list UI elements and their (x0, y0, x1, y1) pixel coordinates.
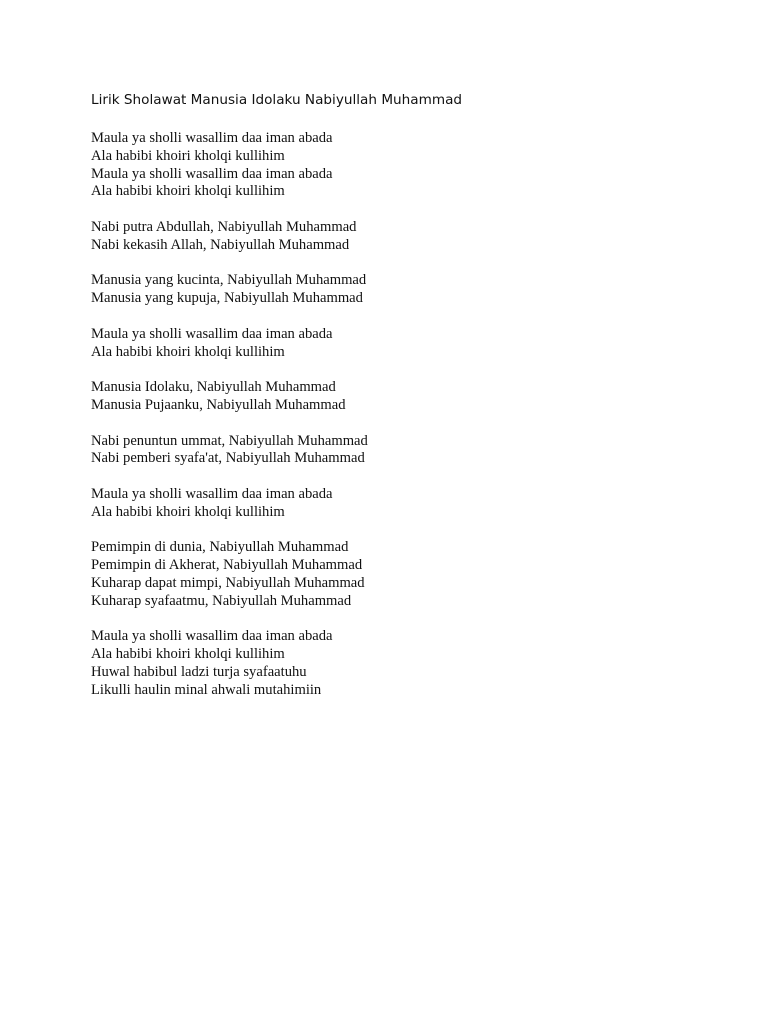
lyric-line: Nabi penuntun ummat, Nabiyullah Muhammad (91, 432, 368, 449)
lyric-line: Maula ya sholli wasallim daa iman abada (91, 628, 333, 645)
lyric-line: Ala habibi khoiri kholqi kullihim (91, 147, 285, 164)
lyric-line: Ala habibi khoiri kholqi kullihim (91, 503, 285, 520)
lyric-stanza (91, 628, 368, 699)
lyric-line: Pemimpin di Akherat, Nabiyullah Muhammad (91, 557, 363, 574)
lyric-line: Nabi putra Abdullah, Nabiyullah Muhammad (91, 218, 357, 235)
lyric-line: Nabi kekasih Allah, Nabiyullah Muhammad (91, 236, 350, 253)
lyric-line: Maula ya sholli wasallim daa iman abada (91, 325, 333, 342)
document-title: Lirik Sholawat Manusia Idolaku Nabiyullah Muhammad (91, 92, 463, 108)
lyric-line: Likulli haulin minal ahwali mutahimiin (91, 681, 322, 698)
lyric-line: Maula ya sholli wasallim daa iman abada (91, 165, 333, 182)
lyric-stanza (91, 539, 368, 610)
lyric-line: Maula ya sholli wasallim daa iman abada (91, 130, 333, 146)
lyric-stanza (91, 486, 368, 522)
lyrics-body (91, 130, 368, 717)
lyric-line: Ala habibi khoiri kholqi kullihim (91, 343, 285, 360)
lyric-line: Nabi pemberi syafa'at, Nabiyullah Muhammad (91, 450, 365, 467)
lyric-line: Manusia Idolaku, Nabiyullah Muhammad (91, 379, 336, 396)
lyric-stanza (91, 130, 368, 201)
lyric-line: Manusia yang kupuja, Nabiyullah Muhammad (91, 290, 363, 307)
lyric-line: Manusia Pujaanku, Nabiyullah Muhammad (91, 396, 346, 413)
lyric-line: Ala habibi khoiri kholqi kullihim (91, 183, 285, 200)
lyric-line: Kuharap dapat mimpi, Nabiyullah Muhammad (91, 574, 365, 591)
lyric-line: Manusia yang kucinta, Nabiyullah Muhammad (91, 272, 367, 289)
lyric-line: Kuharap syafaatmu, Nabiyullah Muhammad (91, 592, 352, 609)
lyric-stanza (91, 379, 368, 415)
lyric-line: Pemimpin di dunia, Nabiyullah Muhammad (91, 539, 349, 556)
lyric-line: Ala habibi khoiri kholqi kullihim (91, 646, 285, 663)
lyric-line: Huwal habibul ladzi turja syafaatuhu (91, 663, 307, 680)
lyric-line: Maula ya sholli wasallim daa iman abada (91, 485, 333, 502)
lyric-stanza (91, 272, 368, 308)
lyric-stanza (91, 219, 368, 255)
lyric-stanza (91, 433, 368, 469)
lyric-stanza (91, 326, 368, 362)
